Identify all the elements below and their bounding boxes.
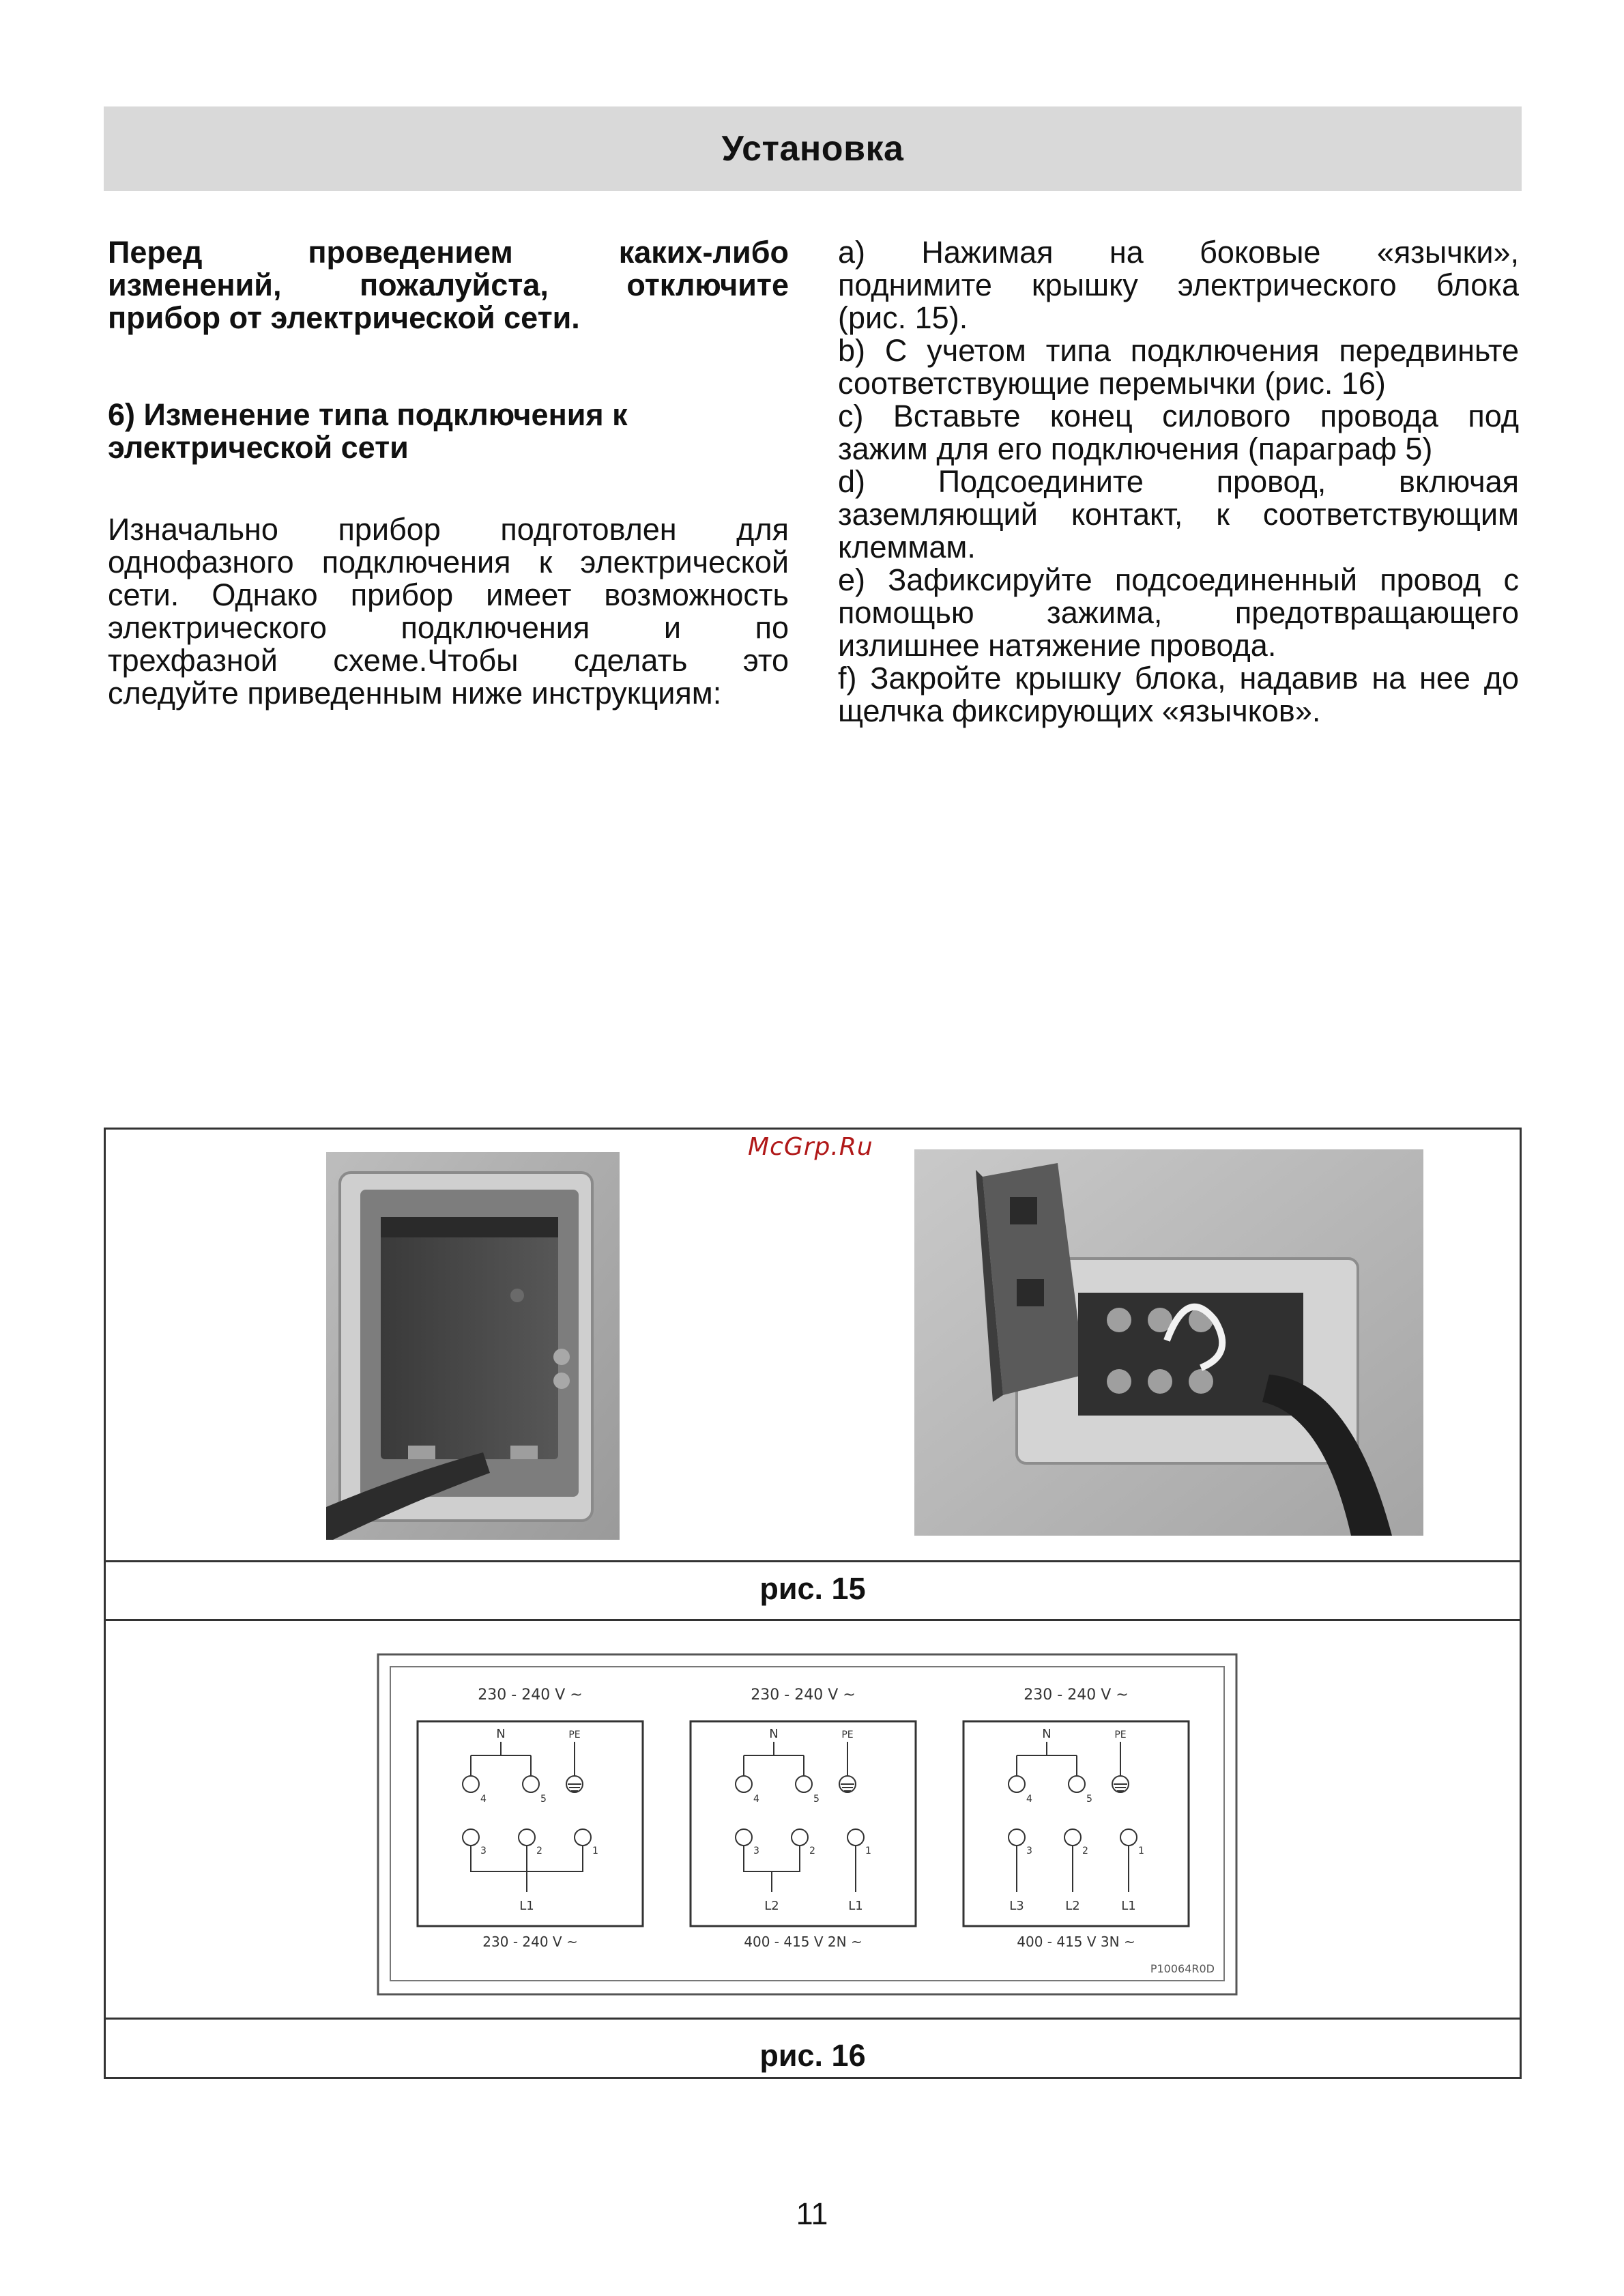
diagram-code: P10064R0D: [1150, 1962, 1215, 1975]
svg-text:L2: L2: [1065, 1899, 1080, 1913]
svg-text:L1: L1: [519, 1899, 534, 1913]
header-bar: [104, 106, 1522, 191]
svg-text:3: 3: [1026, 1846, 1032, 1856]
step-f-line: щелчка фиксирующих «язычков».: [838, 693, 1321, 728]
section-title: 6) Изменение типа подключения к: [108, 397, 628, 432]
svg-text:230 - 240 V ~: 230 - 240 V ~: [1024, 1687, 1129, 1704]
svg-text:4: 4: [753, 1794, 759, 1805]
svg-text:1: 1: [1138, 1846, 1144, 1856]
warning-line: прибор от электрической сети.: [108, 300, 580, 335]
intro-line: сети. Однако прибор имеет возможность: [108, 577, 789, 612]
svg-text:L1: L1: [1121, 1899, 1136, 1913]
svg-text:2: 2: [536, 1846, 542, 1856]
svg-text:4: 4: [480, 1794, 487, 1805]
step-b-line: b) С учетом типа подключения передвиньте: [838, 333, 1519, 368]
step-a-line: поднимите крышку электрического блока: [838, 268, 1519, 302]
step-c-line: зажим для его подключения (параграф 5): [838, 431, 1433, 466]
frame-divider: [104, 1619, 1522, 1621]
svg-text:L2: L2: [764, 1899, 779, 1913]
svg-text:5: 5: [1086, 1794, 1092, 1805]
svg-text:2: 2: [1082, 1846, 1088, 1856]
intro-line: электрического подключения и по: [108, 610, 789, 645]
intro-line: однофазного подключения к электрической: [108, 545, 789, 579]
step-e-line: помощью зажима, предотвращающего: [838, 595, 1519, 630]
svg-text:3: 3: [753, 1846, 759, 1856]
warning-line: изменений, пожалуйста, отключите: [108, 268, 789, 302]
svg-text:PE: PE: [1114, 1730, 1127, 1740]
step-c-line: c) Вставьте конец силового провода под: [838, 399, 1519, 433]
svg-text:400 - 415 V 3N ~: 400 - 415 V 3N ~: [1017, 1934, 1135, 1950]
frame-divider: [104, 2018, 1522, 2020]
svg-text:N: N: [1042, 1727, 1052, 1741]
svg-text:N: N: [769, 1727, 779, 1741]
step-e-line: излишнее натяжение провода.: [838, 628, 1277, 663]
intro-line: Изначально прибор подготовлен для: [108, 512, 789, 547]
panel-top-voltage: 230 - 240 V ~: [478, 1687, 583, 1704]
svg-text:L1: L1: [848, 1899, 863, 1913]
svg-text:230 - 240 V ~: 230 - 240 V ~: [482, 1934, 578, 1950]
right-column: [838, 236, 1519, 728]
section-title: электрической сети: [108, 430, 409, 465]
page-title: Установка: [721, 129, 904, 169]
svg-text:PE: PE: [568, 1730, 581, 1740]
step-d-line: d) Подсоедините провод, включая: [838, 464, 1519, 499]
svg-text:PE: PE: [841, 1730, 854, 1740]
figure16-caption: рис. 16: [759, 2038, 866, 2073]
svg-text:1: 1: [865, 1846, 871, 1856]
step-f-line: f) Закройте крышку блока, надавив на нее до: [838, 661, 1519, 695]
step-e-line: e) Зафиксируйте подсоединенный провод с: [838, 562, 1519, 597]
svg-text:N: N: [496, 1727, 506, 1741]
frame-divider: [104, 1560, 1522, 1562]
step-d-line: клеммам.: [838, 530, 976, 564]
step-a-line: (рис. 15).: [838, 300, 968, 335]
svg-text:2: 2: [809, 1846, 815, 1856]
warning-line: Перед проведением каких-либо: [108, 235, 789, 270]
svg-text:5: 5: [813, 1794, 820, 1805]
intro-line: трехфазной схеме.Чтобы сделать это: [108, 643, 789, 678]
svg-text:4: 4: [1026, 1794, 1032, 1805]
wiring-diagram: [377, 1653, 1238, 1996]
left-column: [108, 236, 789, 710]
terminal-block-closed-photo: [326, 1152, 620, 1540]
step-d-line: заземляющий контакт, к соответствующим: [838, 497, 1519, 532]
svg-text:3: 3: [480, 1846, 487, 1856]
page-number: 11: [796, 2196, 828, 2231]
svg-text:230 - 240 V ~: 230 - 240 V ~: [751, 1687, 856, 1704]
terminal-block-open-photo: [914, 1149, 1423, 1536]
step-b-line: соответствующие перемычки (рис. 16): [838, 366, 1386, 401]
svg-text:L3: L3: [1009, 1899, 1024, 1913]
svg-text:1: 1: [592, 1846, 598, 1856]
intro-line: следуйте приведенным ниже инструкциям:: [108, 676, 722, 711]
step-a-line: a) Нажимая на боковые «язычки»,: [838, 235, 1519, 270]
svg-text:5: 5: [540, 1794, 547, 1805]
watermark: McGrp.Ru: [748, 1133, 873, 1161]
figure15-caption: рис. 15: [759, 1571, 866, 1606]
svg-text:400 - 415 V 2N ~: 400 - 415 V 2N ~: [744, 1934, 862, 1950]
